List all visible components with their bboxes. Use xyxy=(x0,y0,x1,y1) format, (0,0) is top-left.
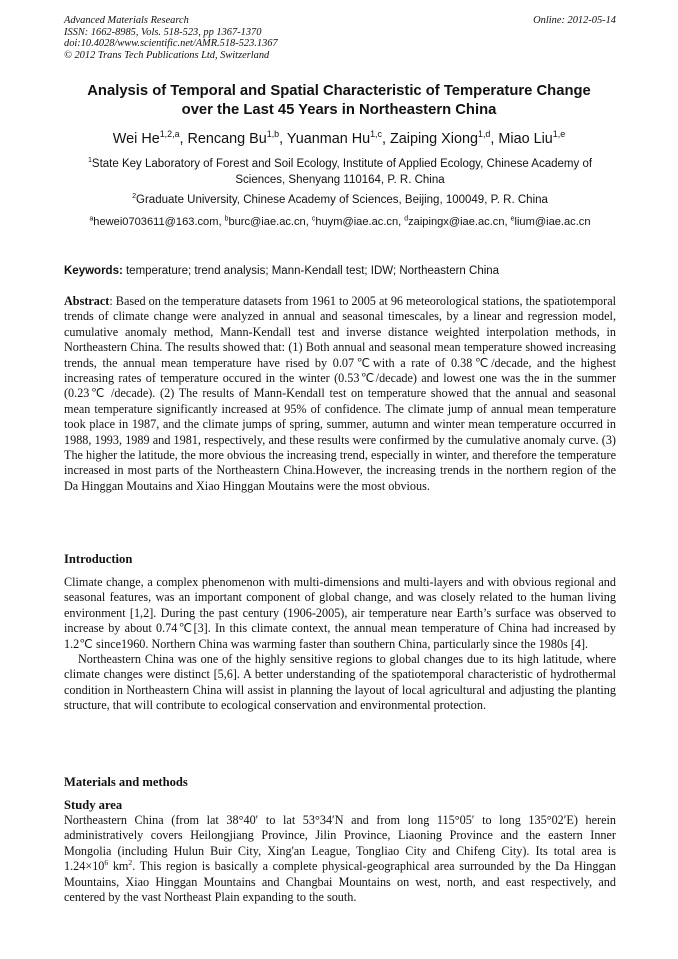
methods-heading: Materials and methods xyxy=(64,775,188,789)
journal-header xyxy=(64,15,616,61)
title-line-2: over the Last 45 Years in Northeastern China xyxy=(181,102,497,118)
issn-line: ISSN: 1662-8985, Vols. 518-523, pp 1367-1370 xyxy=(64,26,262,38)
author: Wei He$^{1,2,a}$, xyxy=(112,129,188,147)
keywords xyxy=(64,264,616,279)
keywords-label: Keywords: xyxy=(64,265,123,277)
email[interactable]: $^b$burc@iae.ac.cn, xyxy=(224,215,312,228)
affiliation-1: $^1$State Key Laboratory of Forest and Soil Ecology, Institute of Applied Ecology, Chinese Academy of Sciences, Shenyang 110164, P. R. China xyxy=(87,156,593,186)
author-list xyxy=(40,130,638,148)
author: Miao Liu$^{1,e}$ xyxy=(498,129,566,147)
email[interactable]: $^e$lium@iae.ac.cn xyxy=(510,215,591,228)
author-emails xyxy=(64,215,616,231)
introduction-body xyxy=(64,575,616,714)
introduction-heading: Introduction xyxy=(64,552,133,566)
abstract-text: : Based on the temperature datasets from 1961 to 2005 at 96 meteorological stations, the spatiotemporal trends of climate change were analyzed in annual and seasonal timescales, by a linear and regression model, cumulative anomaly method, Mann-Kendall test and inverse distance weighted interpolation methods, in Northeastern China. The results showed that: (1) Both annual and seasonal mean temperature showed increasing trends, the annual mean temperature have rised by 0.07℃with a rate of 0.38℃/decade, and the highest increasing rates of temperature occured in the winter (0.53℃/decade) and lowest one was the in the summer (0.23℃ /decade). (2) The results of Mann-Kendall test on temperature showed that the annual and seasonal mean temperature significantly increased at 95% of confidence. The climate jump of annual mean temperature took place in 1987, and the climate jumps of spring, summer, autumn and winter mean temperature occurred in 1988, 1993, 1989 and 1981, respectively, and these results were confirmed by the cumulative anomaly curve. (3) The higher the latitude, the more obvious the increasing trend, especially in winter, and therefore the temperature increased in most parts of the Northeastern China.However, the increasing trends in the northern region of the Da Hinggan Moutains and Xiao Hinggan Moutains were the most obvious. xyxy=(64,294,616,493)
study-area-body: Northeastern China (from lat 38°40′ to lat 53°34′N and from long 115°05′ to long 135°02′E) herein administratively covers Heilongjiang Province, Jilin Province, Liaoning Province and the eastern Inner Mongolia (including Hulun Buir City, Xing'an League, Tongliao City and Chifeng City). Its total area is $1.24\times 10^6$ $km^2$. This region is basically a complete physical-geographical area surrounded by the Da Hinggan Mountains, Xiao Hinggan Mountains and Changbai Mountains on west, north, and east respectively, and centered by the vast Northeast Plain expanding to the south. xyxy=(64,813,617,905)
author: Rencang Bu$^{1,b}$, xyxy=(187,129,287,147)
author: Zaiping Xiong$^{1,d}$, xyxy=(389,129,499,147)
author: Yuanman Hu$^{1,c}$, xyxy=(286,129,390,147)
abstract xyxy=(64,294,616,494)
title-line-1: Analysis of Temporal and Spatial Characteristic of Temperature Change xyxy=(87,83,591,99)
intro-paragraph-1: Climate change, a complex phenomenon with multi-dimensions and multi-layers and with obvious regional and seasonal features, was an important component of global change, and was closely related to the human living environment [1,2]. During the past century (1906-2005), air temperature near Earth’s surface was observed to increase by about 0.74℃[3]. In this climate context, the annual mean temperature of China had increased by 1.2℃ since1960. Northern China was warming faster than southern China, particularly since the 1980s [4]. xyxy=(64,575,616,651)
journal-name: Advanced Materials Research xyxy=(64,15,189,26)
intro-paragraph-2: Northeastern China was one of the highly sensitive regions to global changes due to its high latitude, where climate changes were distinct [5,6]. A better understanding of the spatiotemporal characteristic of hydrothermal condition in Northeastern China will assist in planning the layout of local agricultural and adjusting the planting structure, that will contribute to ecological conservation and environmental protection. xyxy=(64,652,616,713)
abstract-label: Abstract xyxy=(64,294,110,308)
affiliation-2: $^2$Graduate University, Chinese Academy of Sciences, Beijing, 100049, P. R. China xyxy=(132,192,548,206)
copyright-line: © 2012 Trans Tech Publications Ltd, Switzerland xyxy=(64,49,270,61)
email[interactable]: $^d$zaipingx@iae.ac.cn, xyxy=(404,215,511,228)
keywords-text: temperature; trend analysis; Mann-Kendall test; IDW; Northeastern China xyxy=(122,265,500,277)
email[interactable]: $^a$hewei0703611@163.com, xyxy=(89,215,225,228)
study-area-heading: Study area xyxy=(64,798,123,812)
doi-line: doi:10.4028/www.scientific.net/AMR.518-523.1367 xyxy=(64,38,278,50)
email[interactable]: $^c$huym@iae.ac.cn, xyxy=(311,215,405,228)
paper-title xyxy=(50,82,628,120)
online-date: Online: 2012-05-14 xyxy=(533,15,616,26)
